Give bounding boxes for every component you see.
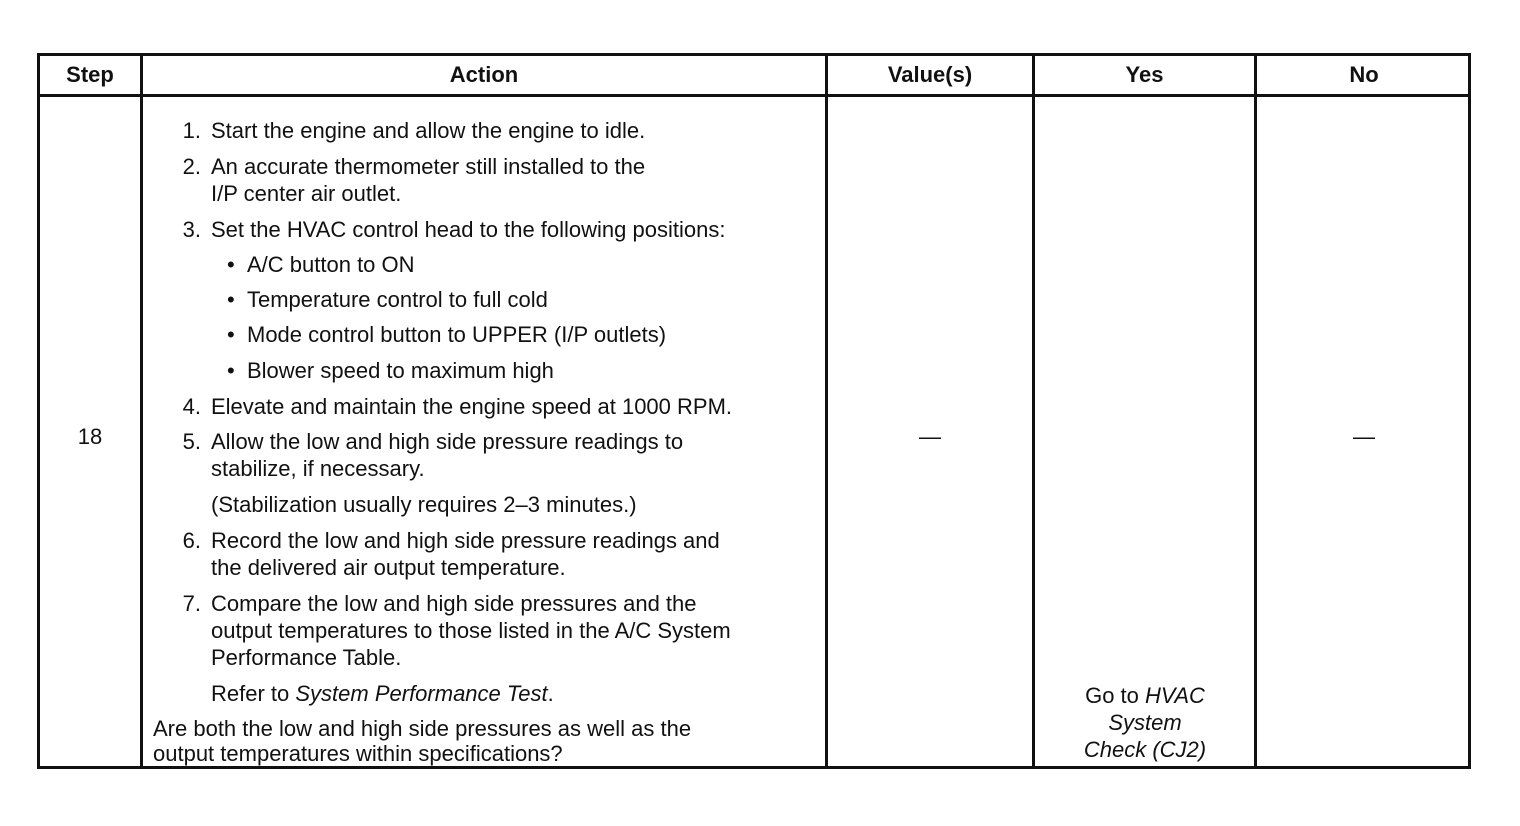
- yes-prefix: Go to: [1085, 683, 1145, 708]
- yes-line-3: [1035, 736, 1255, 763]
- no-dash: —: [1353, 424, 1375, 449]
- hvac-link[interactable]: HVAC: [1145, 683, 1205, 708]
- refer-suffix: .: [547, 681, 554, 706]
- refer-prefix: Refer to: [211, 681, 296, 706]
- refer-line: [211, 680, 554, 707]
- action-step-1: Start the engine and allow the engine to idle.: [211, 118, 646, 143]
- header-step: Step: [66, 62, 114, 87]
- values-dash: —: [919, 424, 941, 449]
- header-no: No: [1349, 62, 1379, 87]
- action-step-2-cont: I/P center air outlet.: [211, 181, 402, 206]
- step-number: 18: [77, 424, 103, 449]
- action-step-3: Set the HVAC control head to the following positions:: [211, 217, 726, 242]
- check-link[interactable]: Check (CJ2): [1083, 737, 1207, 762]
- column-divider: [1032, 56, 1035, 766]
- item-number: 4.: [182, 394, 201, 419]
- bullet-item: A/C button to ON: [247, 252, 415, 277]
- bullet-item: Blower speed to maximum high: [247, 358, 554, 383]
- action-step-2: An accurate thermometer still installed to the: [211, 154, 646, 179]
- refer-link[interactable]: System Performance Test: [295, 681, 548, 706]
- action-cell: [143, 97, 825, 769]
- bullet-icon: •: [227, 252, 235, 277]
- item-number: 7.: [182, 591, 201, 616]
- action-step-5-cont: stabilize, if necessary.: [211, 456, 425, 481]
- yes-line-2: [1035, 709, 1255, 736]
- action-step-5-note: (Stabilization usually requires 2–3 minutes.): [211, 492, 637, 517]
- action-step-6-cont: the delivered air output temperature.: [211, 555, 566, 580]
- item-number: 5.: [182, 429, 201, 454]
- column-divider: [825, 56, 828, 766]
- bullet-icon: •: [227, 322, 235, 347]
- header-values: Value(s): [887, 62, 973, 87]
- item-number: 3.: [182, 217, 201, 242]
- bullet-item: Mode control button to UPPER (I/P outlets): [247, 322, 667, 347]
- question-text: Are both the low and high side pressures as well as the: [153, 716, 692, 741]
- bullet-icon: •: [227, 358, 235, 383]
- action-step-7-cont: output temperatures to those listed in the A/C System: [211, 618, 731, 643]
- item-number: 1.: [182, 118, 201, 143]
- bullet-item: Temperature control to full cold: [247, 287, 548, 312]
- header-action: Action: [449, 62, 519, 87]
- question-text-cont: output temperatures within specifications?: [153, 741, 563, 766]
- column-divider: [1254, 56, 1257, 766]
- action-step-7: Compare the low and high side pressures and the: [211, 591, 697, 616]
- header-yes: Yes: [1125, 62, 1164, 87]
- item-number: 6.: [182, 528, 201, 553]
- system-link[interactable]: System: [1108, 710, 1182, 735]
- action-step-6: Record the low and high side pressure readings and: [211, 528, 720, 553]
- action-step-4: Elevate and maintain the engine speed at 1000 RPM.: [211, 394, 733, 419]
- item-number: 2.: [182, 154, 201, 179]
- diagnostic-table: [37, 53, 1471, 769]
- yes-cell: [1035, 682, 1255, 763]
- yes-line-1: [1035, 682, 1255, 709]
- action-step-7-cont: Performance Table.: [211, 645, 402, 670]
- bullet-icon: •: [227, 287, 235, 312]
- action-step-5: Allow the low and high side pressure readings to: [211, 429, 684, 454]
